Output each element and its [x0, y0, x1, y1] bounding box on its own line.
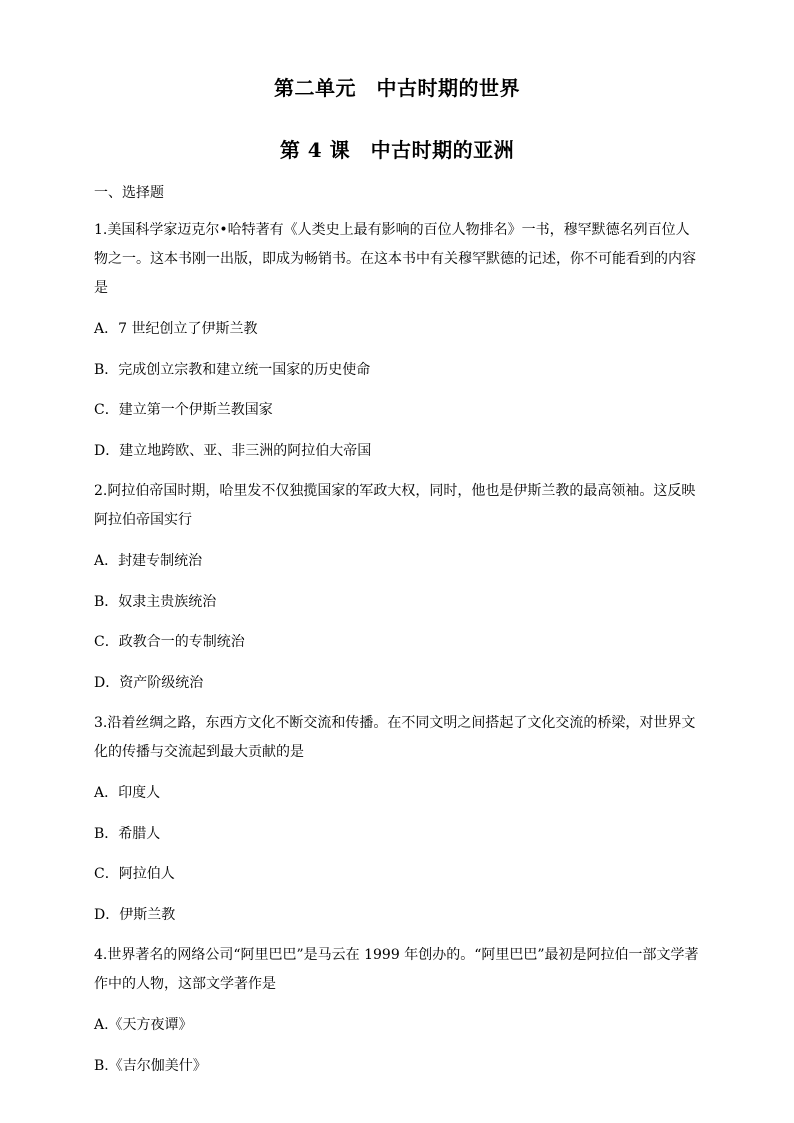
option-a: A.《天方夜谭》 — [94, 1017, 193, 1033]
lesson-title: 第 4 课 中古时期的亚洲 — [279, 138, 515, 162]
option-c: C．阿拉伯人 — [94, 866, 175, 882]
option-a: A．7 世纪创立了伊斯兰教 — [94, 321, 258, 337]
option-d: D．伊斯兰教 — [94, 906, 176, 923]
section-label: 一、选择题 — [94, 185, 164, 201]
question-4 — [94, 941, 700, 1092]
option-a: A．印度人 — [94, 785, 161, 801]
question-list — [94, 216, 700, 1092]
option-b: B．奴隶主贵族统治 — [94, 593, 217, 610]
option-b: B．希腊人 — [94, 825, 161, 842]
question-stem: 3.沿着丝绸之路，东西方文化不断交流和传播。在不同文明之间搭起了文化交流的桥梁，对世界文化的传播与交流起到最大贡献的是 — [94, 715, 696, 760]
question-stem: 1.美国科学家迈克尔•哈特著有《人类史上最有影响的百位人物排名》一书，穆罕默德名列百位人物之一。这本书刚一出版，即成为畅销书。在这本书中有关穆罕默德的记述，你不可能看到的内容是 — [94, 222, 696, 296]
question-stem: 4.世界著名的网络公司“阿里巴巴”是马云在 1999 年创办的。“阿里巴巴”最初是阿拉伯一部文学著作中的人物，这部文学著作是 — [94, 947, 699, 992]
question-3 — [94, 709, 700, 941]
question-1 — [94, 216, 700, 477]
option-a: A．封建专制统治 — [94, 553, 203, 569]
unit-title: 第二单元 中古时期的世界 — [274, 76, 520, 100]
option-c: C．政教合一的专制统治 — [94, 634, 245, 650]
question-2 — [94, 477, 700, 709]
option-d: D．建立地跨欧、亚、非三洲的阿拉伯大帝国 — [94, 442, 372, 459]
option-c: C．建立第一个伊斯兰教国家 — [94, 402, 273, 418]
option-d: D．资产阶级统治 — [94, 674, 204, 691]
option-b: B.《吉尔伽美什》 — [94, 1057, 207, 1074]
question-stem: 2.阿拉伯帝国时期，哈里发不仅独揽国家的军政大权，同时，他也是伊斯兰教的最高领袖。这反映阿拉伯帝国实行 — [94, 483, 696, 528]
option-b: B．完成创立宗教和建立统一国家的历史使命 — [94, 361, 371, 378]
